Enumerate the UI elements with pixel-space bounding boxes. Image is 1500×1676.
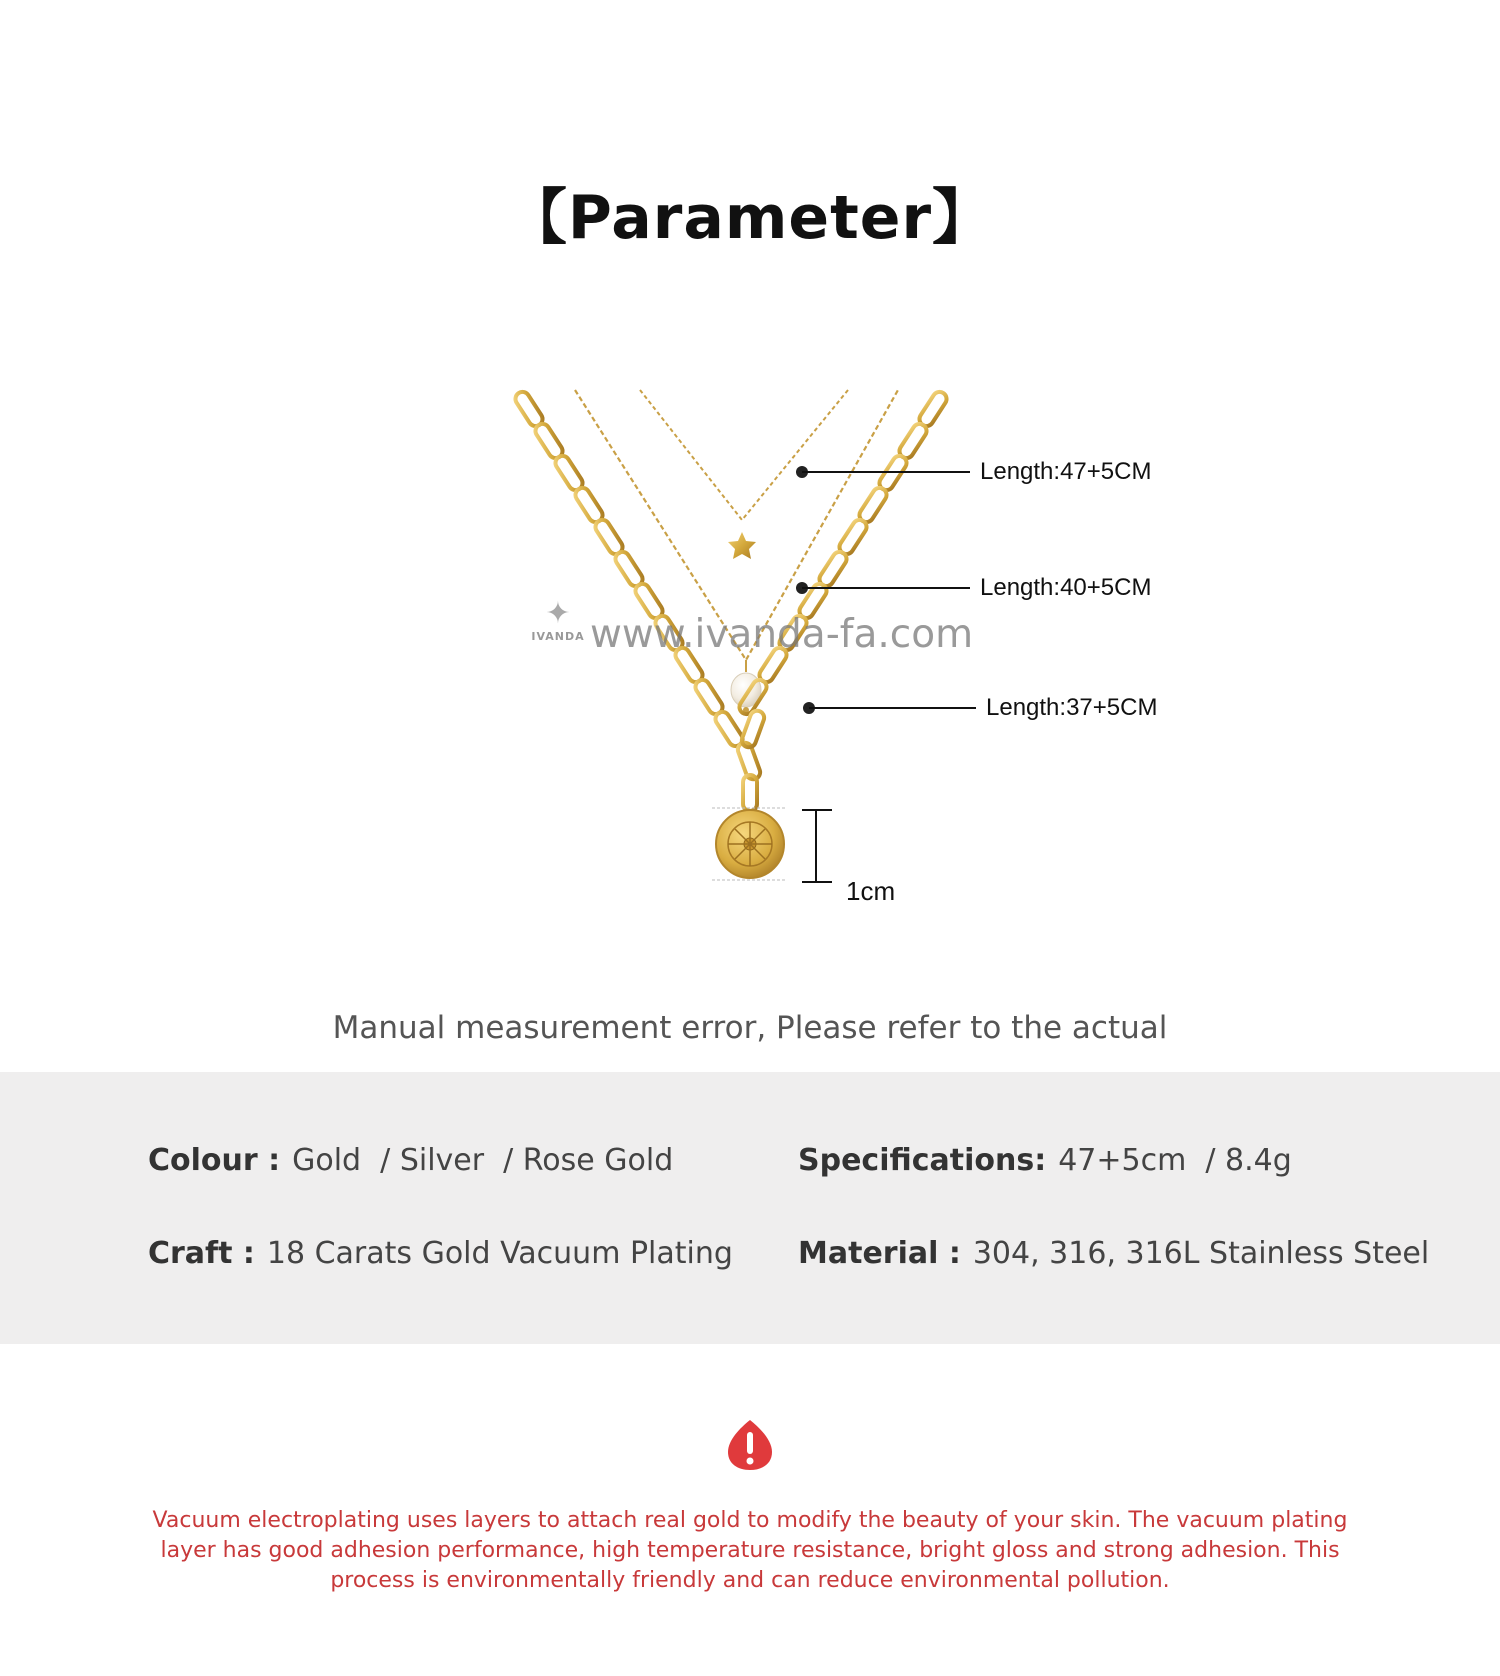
spec-specifications [798,1143,1292,1178]
star-pendant [728,532,756,559]
sparkle-star-icon: ✦ [545,596,571,631]
spec-craft-value: 18 Carats Gold Vacuum Plating [266,1236,733,1271]
spec-material-value: 304, 316, 316L Stainless Steel [972,1236,1430,1271]
spec-colour-value: Gold / Silver / Rose Gold [292,1143,674,1178]
length-label-37: Length:37+5CM [986,694,1158,721]
spec-specifications-label: Specifications: [798,1143,1047,1178]
plating-disclaimer: Vacuum electroplating uses layers to attach real gold to modify the beauty of your skin. The vacuum plating layer has good adhesion performance, high temperature resistance, bright gloss and strong adhesion. This process is environmentally friendly and can reduce environmental pollution. [152,1508,1348,1593]
exclamation-icon [726,1418,774,1472]
spec-panel [0,1072,1500,1344]
length-label-47: Length:47+5CM [980,458,1152,485]
watermark-logo [530,598,586,658]
length-leaders [796,466,976,714]
spec-craft [148,1236,733,1271]
watermark-logo-text: IVANDA [531,630,585,643]
spec-specifications-value: 47+5cm / 8.4g [1058,1143,1292,1178]
coin-pendant [712,808,785,880]
pendant-size-label: 1cm [846,876,896,906]
watermark [530,598,1000,658]
spec-craft-label: Craft : [148,1236,255,1271]
measurement-note: Manual measurement error, Please refer to the actual [332,1010,1168,1046]
watermark-url: www.ivanda-fa.com [590,612,974,657]
size-bracket [802,810,832,882]
spec-material-label: Material : [798,1236,961,1271]
spec-material [798,1236,1429,1271]
spec-colour [148,1143,673,1178]
length-label-40: Length:40+5CM [980,574,1152,601]
page-title: 【Parameter】 [506,183,994,253]
spec-colour-label: Colour : [148,1143,281,1178]
